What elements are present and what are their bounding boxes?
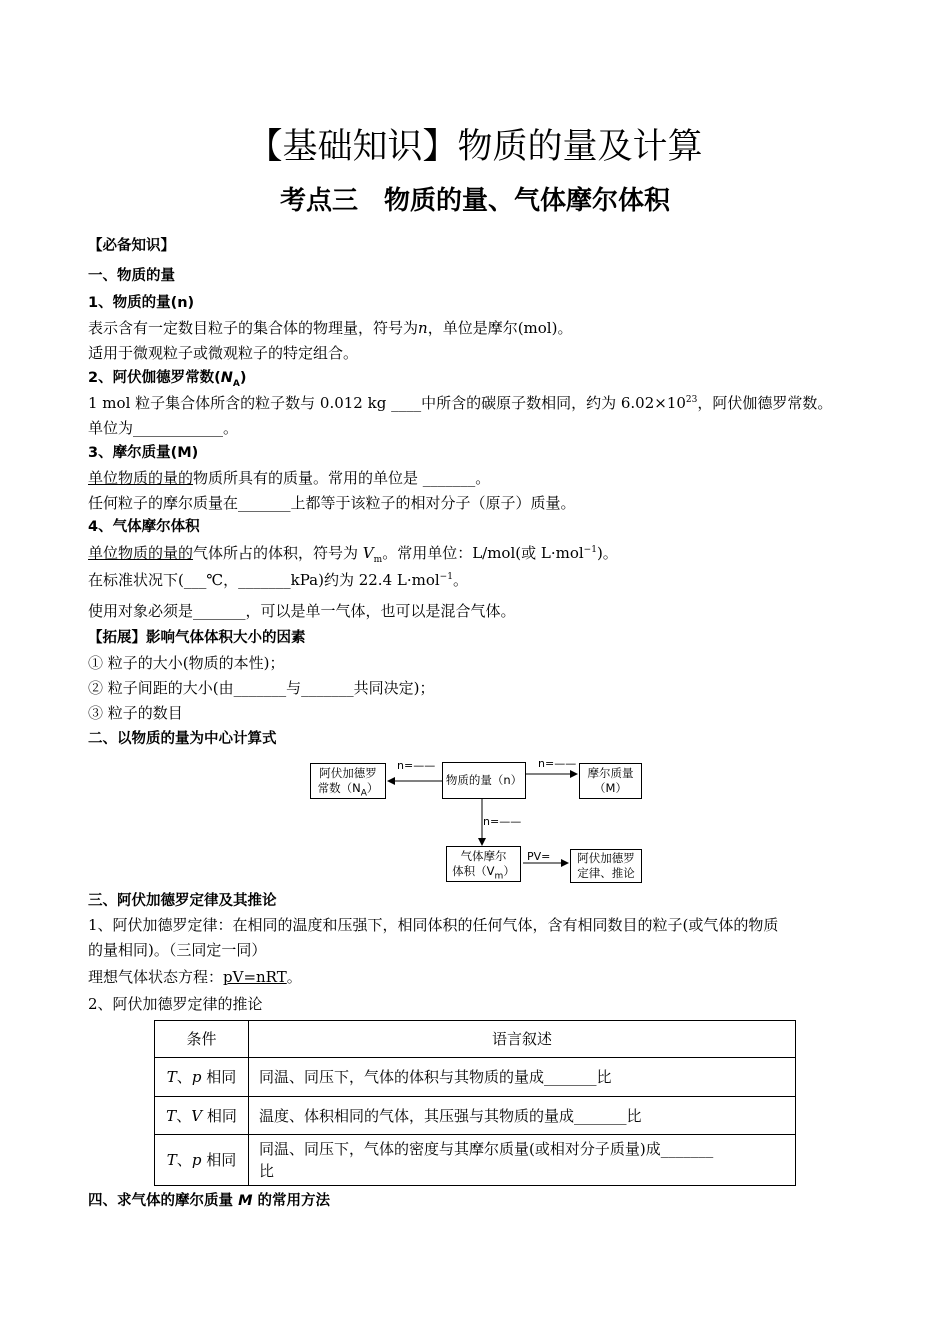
avogadro-law-line-1: 1、阿伏加德罗定律：在相同的温度和压强下，相同体积的任何气体，含有相同数目的粒子(或气体的物质 [88,916,779,934]
blank[interactable]: ____________ [133,419,224,437]
condition-cell: T、p 相同 [155,1135,249,1186]
condition-cell: T、p 相同 [155,1058,249,1097]
molar-mass-box: 摩尔质量 （M） [579,763,642,799]
statement-cell: 同温、同压下，气体的密度与其摩尔质量(或相对分子质量)成_______ 比 [249,1135,796,1186]
molar-mass-note: 任何粒子的摩尔质量在_______上都等于该粒子的相对分子（原子）质量。 [88,494,576,512]
table-row [155,1135,796,1186]
page-subtitle: 考点三 物质的量、气体摩尔体积 [279,186,670,216]
blank[interactable]: ___ [183,571,207,589]
inference-table [154,1020,796,1186]
factor-item-3: ③ 粒子的数目 [88,704,183,722]
section-1-heading: 一、物质的量 [88,268,175,284]
blank[interactable]: _______ [422,469,476,487]
molar-volume-heading: 4、气体摩尔体积 [88,519,200,535]
essentials-header: 【必备知识】 [88,238,175,254]
formula-label-left: n=—— [397,759,436,772]
factor-item-2: ② 粒子间距的大小(由_______与_______共同决定)； [88,679,435,697]
molar-volume-definition: 单位物质的量的气体所占的体积，符号为 $V_m$。常用单位：L/mol(或 L·mol$^{-1}$)。 [88,544,618,565]
amount-box: 物质的量（n） [442,762,526,799]
header-condition: 条件 [155,1021,249,1058]
molar-mass-heading: 3、摩尔质量(M) [88,445,199,461]
blank[interactable]: _______ [301,679,354,697]
section-2-heading: 二、以物质的量为中心计算式 [88,731,277,747]
avogadro-heading: 2、阿伏伽德罗常数$(N_A)$ [88,370,247,389]
usage-note: 使用对象必须是_______，可以是单一气体，也可以是混合气体。 [88,602,516,620]
calculation-diagram [300,755,660,885]
amount-scope: 适用于微观粒子或微观粒子的特定组合。 [88,344,359,362]
table-header-row [155,1021,796,1058]
amount-definition: 表示含有一定数目粒子的集合体的物理量，符号为n，单位是摩尔(mol)。 [88,319,573,337]
avogadro-law-line-2: 的量相同)。（三同定一同） [88,941,267,959]
standard-conditions: 在标准状况下(___℃，_______kPa)约为 22.4 L·mol$^{-1}$。 [88,571,468,589]
avogadro-box: 阿伏加德罗 常数$(N_A)$ [310,763,386,799]
factor-item-1: ① 粒子的大小(物质的本性)； [88,654,285,672]
header-statement: 语言叙述 [249,1021,796,1058]
amount-heading: 1、物质的量(n) [88,295,195,311]
section-4-heading: 四、求气体的摩尔质量 M 的常用方法 [88,1193,331,1209]
molar-mass-definition: 单位物质的量的物质所具有的质量。常用的单位是 _______。 [88,469,491,487]
formula-label-down: n=—— [483,815,522,828]
formula-label-pv: PV= [527,850,551,863]
extension-heading: 【拓展】影响气体体积大小的因素 [88,630,306,646]
section-3-heading: 三、阿伏加德罗定律及其推论 [88,893,277,909]
blank[interactable]: ____ [391,394,422,412]
condition-cell: T、V 相同 [155,1097,249,1135]
blank[interactable]: _______ [238,494,291,512]
table-row [155,1097,796,1135]
statement-cell: 同温、同压下，气体的体积与其物质的量成_______比 [249,1058,796,1097]
table-row [155,1058,796,1097]
avogadro-unit: 单位为____________。 [88,419,239,437]
ideal-gas-equation: 理想气体状态方程：pV=nRT。 [88,968,302,986]
blank[interactable]: _______ [238,571,291,589]
blank[interactable]: _______ [233,679,287,697]
avogadro-law-box: 阿伏加德罗 定律、推论 [570,849,642,883]
statement-cell: 温度、体积相同的气体，其压强与其物质的量成_______比 [249,1097,796,1135]
avogadro-definition: 1 mol 粒子集合体所含的粒子数与 0.012 kg ____中所含的碳原子数相同，约为 $6.02\times 10^{23}$，阿伏伽德罗常数。 [88,394,833,412]
blank[interactable]: _______ [193,602,246,620]
page-title: 【基础知识】物质的量及计算 [247,127,703,167]
formula-label-right: n=—— [538,757,577,770]
inference-heading: 2、阿伏加德罗定律的推论 [88,995,263,1013]
molar-volume-box: 气体摩尔 体积$(V_m)$ [446,846,521,882]
